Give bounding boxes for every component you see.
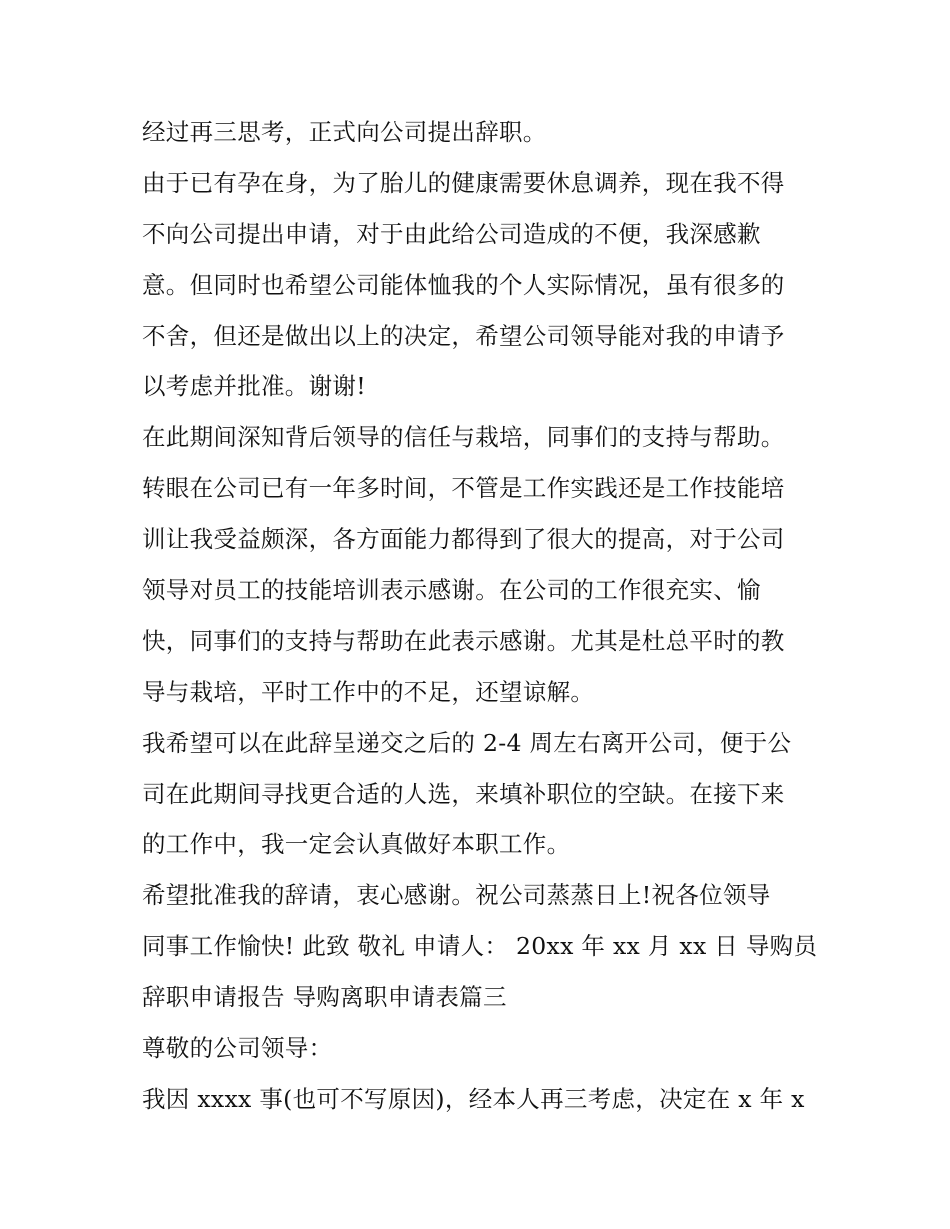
text-line: 我希望可以在此辞呈递交之后的 2-4 周左右离开公司，便于公 xyxy=(142,728,792,757)
text-line: 我因 xxxx 事(也可不写原因)，经本人再三考虑，决定在 x 年 x xyxy=(142,1084,805,1113)
text-line: 由于已有孕在身，为了胎儿的健康需要休息调养，现在我不得 xyxy=(142,168,785,197)
text-line: 意。但同时也希望公司能体恤我的个人实际情况，虽有很多的 xyxy=(142,270,785,299)
text-line: 在此期间深知背后领导的信任与栽培，同事们的支持与帮助。 xyxy=(142,423,785,452)
text-line: 快，同事们的支持与帮助在此表示感谢。尤其是杜总平时的教 xyxy=(142,626,785,655)
text-line: 不向公司提出申请，对于由此给公司造成的不便，我深感歉 xyxy=(142,219,761,248)
text-line: 希望批准我的辞请，衷心感谢。祝公司蒸蒸日上!祝各位领导 xyxy=(142,881,771,910)
text-line: 领导对员工的技能培训表示感谢。在公司的工作很充实、愉 xyxy=(142,576,761,605)
text-line: 司在此期间寻找更合适的人选，来填补职位的空缺。在接下来 xyxy=(142,779,785,808)
text-line: 以考虑并批准。谢谢! xyxy=(142,372,366,401)
document-body xyxy=(142,107,822,1125)
text-line: 尊敬的公司领导： xyxy=(142,1034,333,1063)
text-line: 训让我受益颇深，各方面能力都得到了很大的提高，对于公司 xyxy=(142,525,785,554)
text-line: 的工作中，我一定会认真做好本职工作。 xyxy=(142,830,571,859)
text-line: 不舍，但还是做出以上的决定，希望公司领导能对我的申请予 xyxy=(142,321,785,350)
text-line: 经过再三思考，正式向公司提出辞职。 xyxy=(142,118,547,146)
text-line: 同事工作愉快! 此致 敬礼 申请人： 20xx 年 xx 月 xx 日 导购员 xyxy=(142,932,818,961)
text-line: 辞职申请报告 导购离职申请表篇三 xyxy=(142,983,507,1012)
text-line: 导与栽培，平时工作中的不足，还望谅解。 xyxy=(142,677,595,706)
text-line: 转眼在公司已有一年多时间，不管是工作实践还是工作技能培 xyxy=(142,474,785,503)
